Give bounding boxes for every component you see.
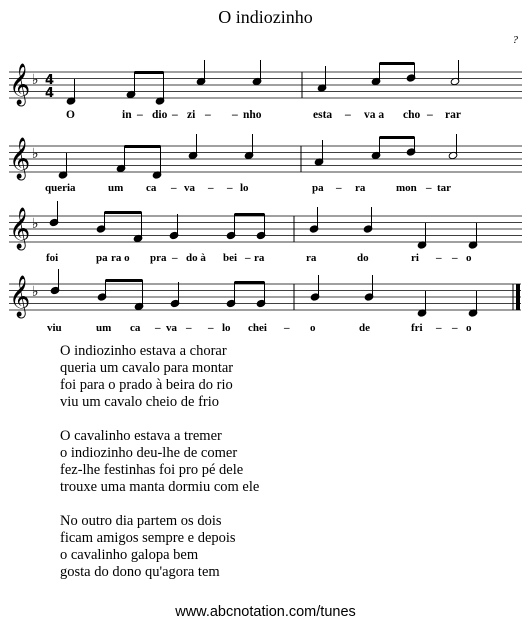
verse-line: fez-lhe festinhas foi pro pé dele [60, 462, 244, 478]
svg-text:ra o: ra o [111, 252, 130, 264]
svg-text:–: – [186, 322, 192, 334]
svg-text:o: o [310, 322, 316, 334]
svg-text:–: – [345, 109, 351, 121]
svg-text:–: – [452, 252, 458, 264]
verse-line: queria um cavalo para montar [60, 360, 234, 376]
svg-text:–: – [208, 182, 214, 194]
staff-system-4 [9, 269, 521, 334]
svg-text:ri: ri [411, 252, 419, 264]
notes [66, 60, 460, 105]
treble-clef-icon: 𝄞 [9, 64, 31, 105]
verse-line: viu um cavalo cheio de frio [60, 394, 220, 410]
svg-text:lo: lo [240, 182, 249, 194]
lyrics-line-2 [45, 182, 451, 194]
svg-text:de: de [359, 322, 370, 334]
staff-system-3 [9, 201, 522, 264]
verse-line: O indiozinho estava a chorar [60, 343, 227, 359]
staff-lines [9, 72, 522, 98]
treble-clef-icon: 𝄞 [9, 138, 31, 179]
svg-text:rar: rar [445, 109, 461, 121]
composer-label: ? [512, 34, 518, 46]
svg-text:in: in [122, 109, 132, 121]
svg-text:–: – [172, 252, 178, 264]
svg-text:ca: ca [146, 182, 157, 194]
svg-text:um: um [108, 182, 124, 194]
svg-text:do: do [357, 252, 369, 264]
svg-text:zi: zi [187, 109, 196, 121]
svg-text:O: O [66, 109, 75, 121]
svg-text:nho: nho [243, 109, 262, 121]
verse-line: trouxe uma manta dormiu com ele [60, 479, 260, 495]
svg-text:–: – [436, 322, 442, 334]
svg-text:chei: chei [248, 322, 267, 334]
verse-line: O cavalinho estava a tremer [60, 428, 222, 444]
treble-clef-icon: 𝄞 [9, 208, 31, 249]
svg-text:pra: pra [150, 252, 167, 264]
svg-text:do à: do à [186, 252, 206, 264]
svg-text:lo: lo [222, 322, 231, 334]
svg-text:tar: tar [437, 182, 452, 194]
svg-text:ra: ra [306, 252, 317, 264]
verse-line: o indiozinho deu-lhe de comer [60, 445, 238, 461]
page-title: O indiozinho [218, 7, 313, 27]
treble-clef-icon: 𝄞 [9, 276, 31, 317]
stanza-2 [60, 428, 259, 496]
svg-text:–: – [208, 322, 214, 334]
svg-text:o: o [466, 252, 472, 264]
lyrics-line-1 [66, 109, 461, 121]
svg-text:queria: queria [45, 182, 76, 194]
verses [60, 343, 259, 598]
svg-text:–: – [227, 182, 233, 194]
svg-text:bei: bei [223, 252, 238, 264]
verse-line: gosta do dono qu'agora tem [60, 564, 220, 580]
flat-icon: ♭ [32, 216, 39, 232]
lyrics-line-4 [47, 322, 472, 334]
flat-icon: ♭ [32, 72, 39, 88]
verse-line: foi para o prado à beira do rio [60, 377, 233, 393]
svg-text:–: – [336, 182, 342, 194]
svg-text:–: – [436, 252, 442, 264]
svg-text:fri: fri [411, 322, 423, 334]
svg-text:–: – [452, 322, 458, 334]
lyrics-line-3 [46, 252, 472, 264]
svg-text:ca: ca [130, 322, 141, 334]
svg-text:–: – [172, 109, 178, 121]
time-signature-top: 4 [45, 73, 55, 88]
svg-text:pa: pa [96, 252, 108, 264]
staff-system-1 [9, 60, 522, 121]
time-signature-bottom: 4 [45, 86, 55, 101]
svg-text:foi: foi [46, 252, 59, 264]
svg-text:viu: viu [47, 322, 62, 334]
verse-line: ficam amigos sempre e depois [60, 530, 236, 546]
stanza-3 [60, 513, 259, 581]
svg-text:–: – [427, 109, 433, 121]
verse-line: o cavalinho galopa bem [60, 547, 199, 563]
svg-text:–: – [171, 182, 177, 194]
stanza-1 [60, 343, 259, 411]
svg-text:–: – [137, 109, 143, 121]
svg-text:ra: ra [355, 182, 366, 194]
svg-text:–: – [232, 109, 238, 121]
svg-text:dio: dio [152, 109, 168, 121]
svg-text:cho: cho [403, 109, 421, 121]
staff-system-2 [9, 134, 522, 194]
svg-text:va: va [184, 182, 195, 194]
svg-text:va a: va a [364, 109, 385, 121]
svg-text:–: – [245, 252, 251, 264]
svg-text:um: um [96, 322, 112, 334]
svg-text:–: – [205, 109, 211, 121]
svg-text:mon: mon [396, 182, 417, 194]
svg-text:–: – [284, 322, 290, 334]
svg-text:pa: pa [312, 182, 324, 194]
svg-text:o: o [466, 322, 472, 334]
svg-text:esta: esta [313, 109, 333, 121]
svg-text:va: va [166, 322, 177, 334]
svg-text:ra: ra [254, 252, 265, 264]
svg-text:–: – [155, 322, 161, 334]
svg-text:–: – [426, 182, 432, 194]
footer-link[interactable]: www.abcnotation.com/tunes [175, 604, 356, 620]
verse-line: No outro dia partem os dois [60, 513, 222, 529]
flat-icon: ♭ [32, 284, 39, 300]
flat-icon: ♭ [32, 146, 39, 162]
